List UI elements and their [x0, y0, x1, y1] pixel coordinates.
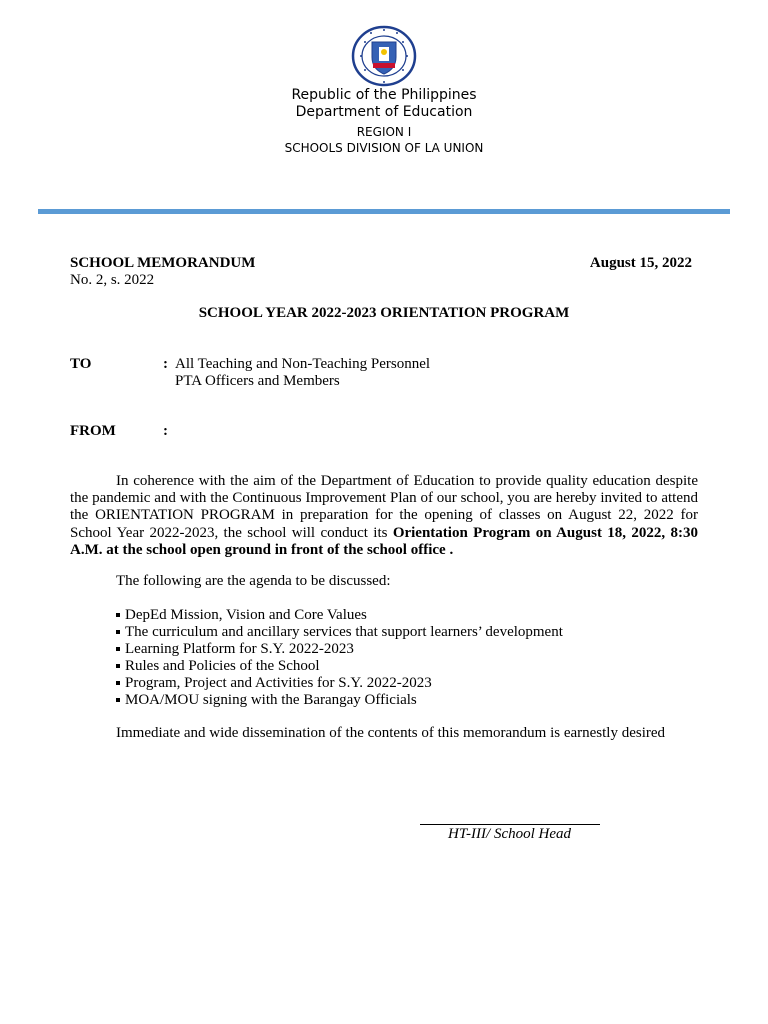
memo-subject: SCHOOL YEAR 2022-2023 ORIENTATION PROGRAM	[198, 305, 570, 321]
agenda-item-label: Rules and Policies of the School	[125, 658, 320, 674]
from-label: FROM	[70, 423, 116, 439]
bullet-icon	[116, 613, 120, 617]
closing-sentence: Immediate and wide dissemination of the contents of this memorandum is earnestly desired	[116, 725, 666, 741]
bullet-icon	[116, 681, 120, 685]
agenda-item-label: MOA/MOU signing with the Barangay Officials	[125, 692, 417, 708]
department-heading: Department of Education	[295, 104, 473, 120]
agenda-item-label: The curriculum and ancillary services that support learners’ development	[125, 624, 563, 640]
bullet-icon	[116, 630, 120, 634]
list-item	[116, 607, 563, 624]
to-recipient-1: All Teaching and Non-Teaching Personnel	[175, 356, 431, 372]
from-colon: :	[163, 423, 168, 439]
bullet-icon	[116, 647, 120, 651]
agenda-list	[116, 607, 563, 709]
signature-line	[420, 824, 600, 825]
list-item	[116, 692, 563, 709]
body-paragraph-text: In coherence with the aim of the Department of Education to provide quality education despite the pandemic and with the Continuous Improvement Plan of our school, you are hereby invited to attend the ORIENTATION PROGRAM in preparation for the opening of classes on August 22, 2022 for School Year 2022-2023, the school will conduct its	[70, 473, 698, 541]
agenda-item-label: DepEd Mission, Vision and Core Values	[125, 607, 367, 623]
deped-seal-icon	[351, 25, 417, 87]
bullet-icon	[116, 664, 120, 668]
list-item	[116, 658, 563, 675]
list-item	[116, 675, 563, 692]
memo-number: No. 2, s. 2022	[70, 272, 155, 288]
to-recipient-2: PTA Officers and Members	[175, 373, 340, 389]
memo-title: SCHOOL MEMORANDUM	[70, 255, 256, 271]
list-item	[116, 641, 563, 658]
memo-date: August 15, 2022	[589, 255, 692, 271]
agenda-item-label: Program, Project and Activities for S.Y. 2022-2023	[125, 675, 432, 691]
agenda-intro: The following are the agenda to be discussed:	[116, 573, 391, 589]
to-label: TO	[70, 356, 92, 372]
list-item	[116, 624, 563, 641]
header-divider	[38, 209, 730, 214]
body-paragraph-emphasis: Orientation Program on August 18, 2022, 8:30 A.M. at the school open ground in front of the school office .	[70, 524, 698, 558]
signatory-title: HT-III/ School Head	[448, 826, 572, 842]
region-heading: REGION I	[356, 125, 412, 139]
republic-heading: Republic of the Philippines	[291, 87, 477, 103]
to-colon: :	[163, 356, 168, 372]
bullet-icon	[116, 698, 120, 702]
division-heading: SCHOOLS DIVISION OF LA UNION	[284, 141, 484, 155]
body-paragraph	[70, 473, 698, 559]
agenda-item-label: Learning Platform for S.Y. 2022-2023	[125, 641, 354, 657]
